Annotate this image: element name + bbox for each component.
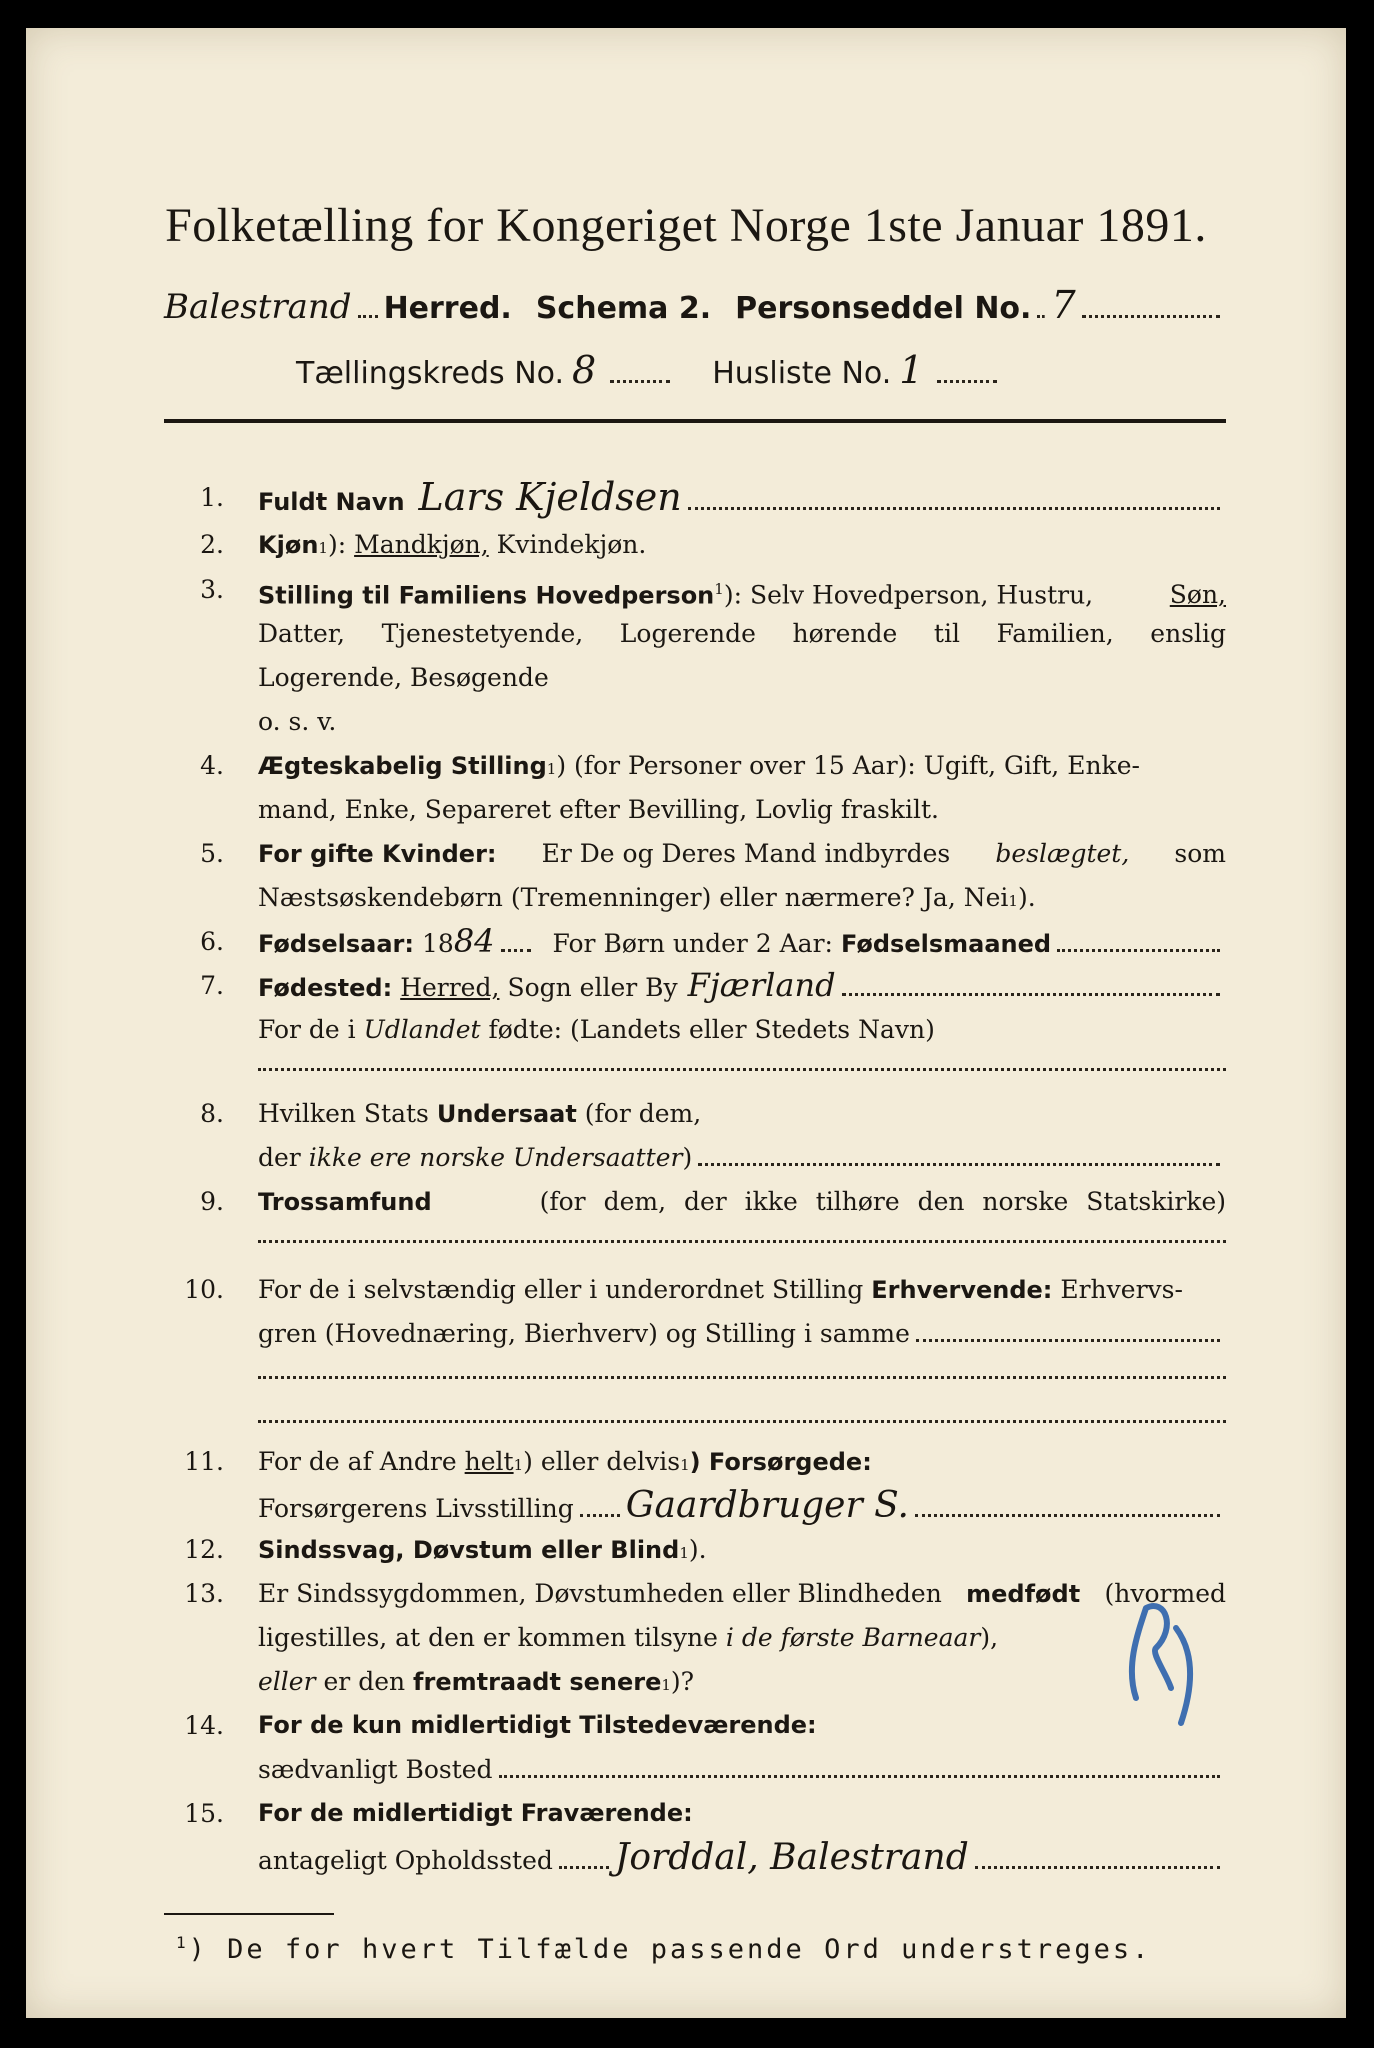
- q3-line2: Datter, Tjenestetyende, Logerende hørende til Familien, enslig: [258, 619, 1226, 648]
- q5-som: som: [1174, 839, 1226, 868]
- q10-erhvervende: Erhvervende:: [871, 1276, 1053, 1304]
- q2-number: 2.: [200, 530, 224, 559]
- q5-label: For gifte Kvinder:: [258, 840, 497, 868]
- q11-line2: Forsørgerens Livsstilling: [258, 1494, 574, 1523]
- q1-number: 1.: [200, 483, 224, 512]
- q8-line1c: (for dem,: [584, 1099, 702, 1128]
- q1-name-value: Lars Kjeldsen: [418, 475, 682, 519]
- q14-label: For de kun midlertidigt Tilstedeværende:: [258, 1711, 817, 1739]
- q3-line4: o. s. v.: [258, 707, 337, 736]
- q13-line2c: ),: [980, 1623, 999, 1652]
- herred-line: [164, 283, 1226, 331]
- q7-option-herred: Herred,: [400, 973, 500, 1002]
- q15-label: For de midlertidigt Fraværende:: [258, 1799, 693, 1827]
- q13-footnote-ref: 1: [661, 1676, 671, 1694]
- personseddel-label: Personseddel No.: [735, 291, 1032, 326]
- q13-line3b: er den: [323, 1667, 406, 1696]
- q7-line2c: fødte: (Landets eller Stedets Navn): [488, 1015, 935, 1044]
- personseddel-value: 7: [1051, 283, 1076, 327]
- footnote-marker: 1: [176, 1933, 189, 1952]
- herred-dots: [358, 293, 378, 318]
- q5-number: 5.: [200, 839, 224, 868]
- q8-line2b: ikke ere norske Undersaatter: [308, 1143, 683, 1172]
- q7-birthplace-value: Fjærland: [687, 966, 836, 1004]
- q13-end: )?: [670, 1667, 695, 1696]
- q12-number: 12.: [184, 1535, 224, 1564]
- q2-footnote-ref: 1: [318, 539, 328, 557]
- q1-label: Fuldt Navn: [258, 488, 405, 516]
- herred-value: Balestrand: [164, 287, 352, 327]
- q5-line2: Næstsøskendebørn (Tremenninger) eller nærmere? Ja, Nei: [258, 883, 1009, 912]
- q5-footnote-ref: 1: [1008, 892, 1018, 910]
- form-title: Folketælling for Kongeriget Norge 1ste Januar 1891.: [165, 199, 1207, 252]
- q4-line1: ) (for Personer over 15 Aar): Ugift, Gift, Enke-: [556, 751, 1140, 780]
- q10-answer-line-1: [258, 1376, 1226, 1379]
- q13-medfodt: medfødt: [966, 1580, 1081, 1608]
- q2-label: Kjøn: [258, 531, 319, 559]
- q14-line2: sædvanligt Bosted: [258, 1755, 493, 1784]
- q7-number: 7.: [200, 971, 224, 1000]
- q13-eller: eller: [258, 1667, 316, 1696]
- blue-pencil-initials-mark: [1106, 1588, 1216, 1738]
- q2-option-male: Mandkjøn,: [354, 530, 489, 559]
- q6-prefix: 18: [422, 929, 454, 958]
- husliste-label: Husliste No.: [712, 356, 892, 391]
- q4-number: 4.: [200, 751, 224, 780]
- q11-helt: helt: [464, 1447, 514, 1476]
- q7-udlandet: Udlandet: [363, 1015, 481, 1044]
- q11-footnote-ref-1: 1: [513, 1456, 524, 1474]
- q8-line2a: der: [258, 1143, 301, 1172]
- q3-line3: Logerende, Besøgende: [258, 663, 549, 692]
- q11-line1d: ) Forsørgede:: [689, 1448, 872, 1476]
- herred-label: Herred.: [383, 291, 512, 326]
- q9-label: Trossamfund: [258, 1188, 432, 1216]
- q6-number: 6.: [200, 927, 224, 956]
- q11-footnote-ref-2: 1: [680, 1456, 690, 1474]
- footnote-rule: [164, 1913, 334, 1915]
- q7-line2a: For de i: [258, 1015, 356, 1044]
- kreds-line: [296, 348, 1003, 392]
- q5-question: Er De og Deres Mand indbyrdes: [541, 839, 951, 868]
- q2-option-female: Kvindekjøn.: [496, 530, 647, 559]
- q8-line2c: ): [682, 1143, 693, 1172]
- header-rule: [164, 419, 1226, 423]
- q7-rest: Sogn eller By: [507, 973, 678, 1002]
- q3-options: ): Selv Hovedperson, Hustru,: [723, 580, 1094, 610]
- q3-number: 3.: [200, 575, 224, 604]
- q5-end: ).: [1017, 883, 1036, 912]
- footnote-text: ) De for hvert Tilfælde passende Ord understreges.: [188, 1934, 1152, 1965]
- schema-label: Schema 2.: [535, 291, 712, 326]
- footnote: [176, 1933, 1151, 1965]
- q6-under2: For Børn under 2 Aar:: [552, 929, 833, 958]
- q13-senere: fremtraadt senere: [413, 1668, 662, 1696]
- q3-label: Stilling til Familiens Hovedperson: [258, 581, 715, 610]
- q13-line1c: (hvormed: [1104, 1579, 1226, 1608]
- q11-line1a: For de af Andre: [258, 1447, 457, 1476]
- q10-line2: gren (Hovednæring, Bierhverv) og Stilling i samme: [258, 1319, 910, 1348]
- q13-number: 13.: [184, 1579, 224, 1608]
- q6-month-label: Fødselsmaaned: [840, 930, 1052, 958]
- q8-line1a: Hvilken Stats: [258, 1099, 429, 1128]
- q9-number: 9.: [200, 1187, 224, 1216]
- q8-undersaat: Undersaat: [436, 1100, 577, 1128]
- q12-footnote-ref: 1: [679, 1544, 689, 1562]
- q11-number: 11.: [184, 1447, 224, 1476]
- q13-line2b: i de første Barneaar: [725, 1623, 981, 1652]
- q4-line2: mand, Enke, Separeret efter Bevilling, Lovlig fraskilt.: [258, 795, 939, 824]
- q14-number: 14.: [184, 1711, 224, 1740]
- q5-related: beslægtet,: [995, 839, 1130, 868]
- q4-label: Ægteskabelig Stilling: [258, 752, 547, 780]
- kreds-value: 8: [572, 348, 597, 392]
- census-form: [26, 28, 1346, 2018]
- q10-number: 10.: [184, 1275, 224, 1304]
- q3-selected: Søn,: [1169, 580, 1226, 610]
- q8-number: 8.: [200, 1099, 224, 1128]
- q13-line1a: Er Sindssygdommen, Døvstumheden eller Blindheden: [258, 1579, 942, 1608]
- q15-line2: antageligt Opholdssted: [258, 1846, 553, 1875]
- q6-label: Fødselsaar:: [258, 930, 414, 958]
- q11-line1c: ) eller delvis: [523, 1447, 681, 1476]
- husliste-value: 1: [899, 348, 924, 392]
- q10-answer-line-2: [258, 1420, 1226, 1423]
- q12-label: Sindssvag, Døvstum eller Blind: [258, 1536, 680, 1564]
- q12-end: ).: [688, 1535, 707, 1564]
- q2-colon: ):: [327, 530, 347, 559]
- q9-rest: (for dem, der ikke tilhøre den norske Statskirke): [539, 1187, 1226, 1216]
- q13-line2a: ligestilles, at den er kommen tilsyne: [258, 1623, 718, 1652]
- q3-footnote-ref: 1: [714, 580, 724, 598]
- q7-answer-line: [258, 1068, 1226, 1071]
- q10-line1c: Erhvervs-: [1060, 1275, 1183, 1304]
- q15-number: 15.: [184, 1799, 224, 1828]
- kreds-label: Tællingskreds No.: [296, 356, 564, 391]
- q11-provider-value: Gaardbruger S.: [625, 1485, 909, 1526]
- q10-line1a: For de i selvstændig eller i underordnet Stilling: [258, 1275, 864, 1304]
- q15-residence-value: Jorddal, Balestrand: [614, 1837, 969, 1878]
- q4-footnote-ref: 1: [546, 760, 557, 778]
- q6-year-value: 84: [453, 922, 495, 960]
- q9-answer-line: [258, 1240, 1226, 1243]
- q7-label: Fødested:: [258, 974, 393, 1002]
